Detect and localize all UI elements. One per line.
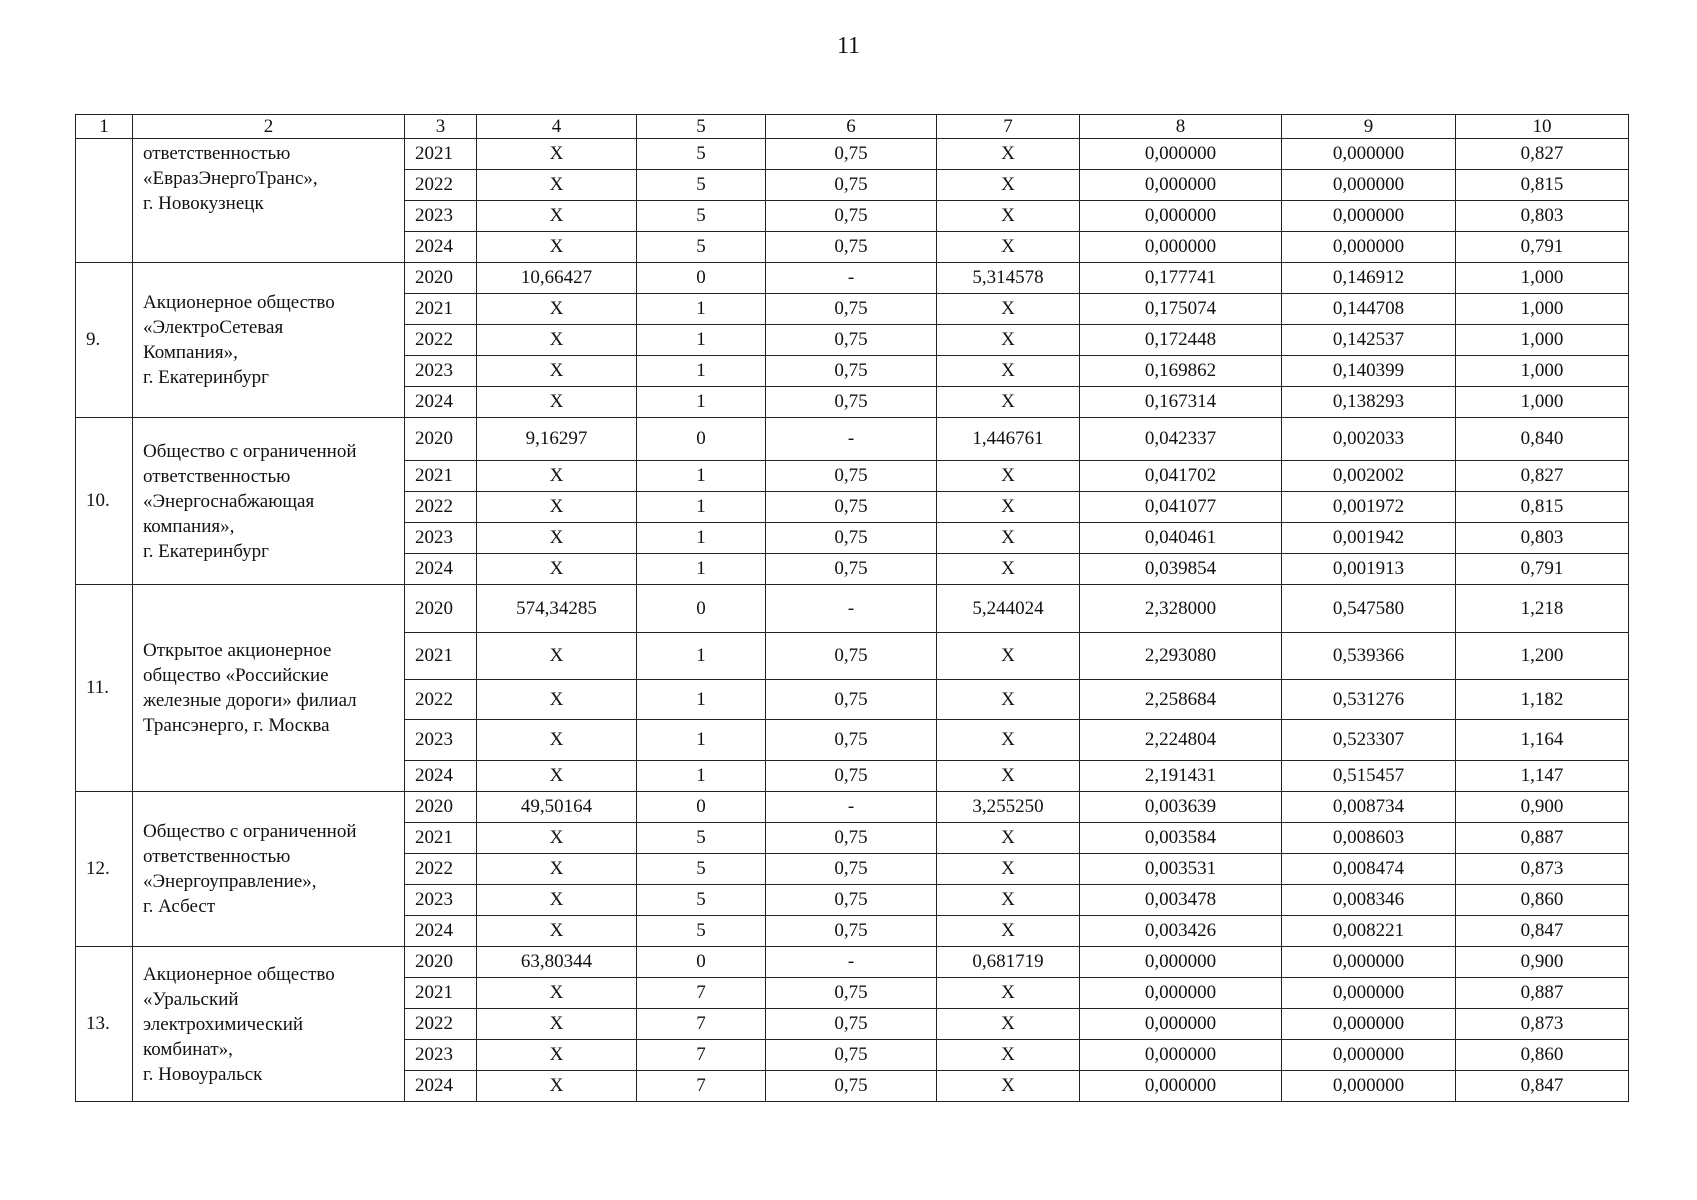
- year-cell: 2022: [405, 854, 477, 885]
- value-cell: 1,000: [1456, 356, 1629, 387]
- value-cell: 1: [637, 680, 766, 720]
- value-cell: 5: [637, 854, 766, 885]
- organization-name-cell: [133, 139, 405, 263]
- organization-name-line: Трансэнерго, г. Москва: [143, 715, 330, 736]
- value-cell: 1: [637, 633, 766, 680]
- year-cell: 2024: [405, 761, 477, 792]
- value-cell: 0,791: [1456, 554, 1629, 585]
- value-cell: 0,75: [766, 720, 937, 761]
- value-cell: 0,003426: [1080, 916, 1282, 947]
- value-cell: 0,000000: [1282, 1071, 1456, 1102]
- table-header-row: [76, 115, 1629, 139]
- value-cell: X: [937, 1071, 1080, 1102]
- value-cell: X: [937, 1040, 1080, 1071]
- value-cell: 5: [637, 170, 766, 201]
- row-number-cell: 12.: [76, 792, 133, 947]
- value-cell: 0,008346: [1282, 885, 1456, 916]
- value-cell: 0,169862: [1080, 356, 1282, 387]
- value-cell: 1: [637, 356, 766, 387]
- value-cell: 0,860: [1456, 1040, 1629, 1071]
- value-cell: X: [937, 1009, 1080, 1040]
- year-cell: 2020: [405, 585, 477, 633]
- organization-name-line: «Уральский: [143, 988, 239, 1010]
- value-cell: 0,75: [766, 201, 937, 232]
- value-cell: 5,244024: [937, 585, 1080, 633]
- table-row: [76, 792, 1629, 823]
- value-cell: 0,75: [766, 823, 937, 854]
- value-cell: X: [937, 823, 1080, 854]
- year-cell: 2022: [405, 170, 477, 201]
- value-cell: X: [477, 201, 637, 232]
- year-cell: 2020: [405, 792, 477, 823]
- value-cell: 7: [637, 1071, 766, 1102]
- organization-name-cell: [133, 418, 405, 585]
- value-cell: 0,791: [1456, 232, 1629, 263]
- year-cell: 2024: [405, 554, 477, 585]
- value-cell: 0,75: [766, 1071, 937, 1102]
- value-cell: 0,172448: [1080, 325, 1282, 356]
- value-cell: 0,000000: [1282, 1040, 1456, 1071]
- year-cell: 2023: [405, 720, 477, 761]
- value-cell: 63,80344: [477, 947, 637, 978]
- value-cell: -: [766, 792, 937, 823]
- value-cell: 0,827: [1456, 461, 1629, 492]
- row-number-cell: 13.: [76, 947, 133, 1102]
- value-cell: 0,002033: [1282, 418, 1456, 461]
- organization-name-cell: [133, 792, 405, 947]
- value-cell: 0,523307: [1282, 720, 1456, 761]
- value-cell: 0,75: [766, 554, 937, 585]
- value-cell: 0,860: [1456, 885, 1629, 916]
- value-cell: X: [477, 294, 637, 325]
- value-cell: 1,000: [1456, 325, 1629, 356]
- table-row: [76, 139, 1629, 170]
- value-cell: 0,531276: [1282, 680, 1456, 720]
- value-cell: X: [477, 461, 637, 492]
- value-cell: 0,847: [1456, 916, 1629, 947]
- organization-name-line: комбинат»,: [143, 1038, 233, 1060]
- column-header: 8: [1080, 115, 1282, 139]
- organization-name-line: г. Екатеринбург: [143, 540, 269, 562]
- value-cell: 0,75: [766, 885, 937, 916]
- value-cell: X: [937, 854, 1080, 885]
- row-number-cell: [76, 139, 133, 263]
- value-cell: X: [937, 885, 1080, 916]
- year-cell: 2021: [405, 823, 477, 854]
- value-cell: X: [937, 356, 1080, 387]
- value-cell: 5: [637, 823, 766, 854]
- value-cell: 0,000000: [1282, 1009, 1456, 1040]
- value-cell: 0,75: [766, 294, 937, 325]
- value-cell: 1: [637, 554, 766, 585]
- organization-name-line: ответственностью: [143, 846, 291, 867]
- value-cell: 0,827: [1456, 139, 1629, 170]
- value-cell: X: [937, 633, 1080, 680]
- value-cell: X: [477, 680, 637, 720]
- value-cell: 9,16297: [477, 418, 637, 461]
- value-cell: 1: [637, 387, 766, 418]
- column-header: 4: [477, 115, 637, 139]
- value-cell: 1,446761: [937, 418, 1080, 461]
- year-cell: 2022: [405, 680, 477, 720]
- value-cell: 49,50164: [477, 792, 637, 823]
- column-header: 3: [405, 115, 477, 139]
- value-cell: 0,144708: [1282, 294, 1456, 325]
- value-cell: -: [766, 418, 937, 461]
- organization-name-cell: [133, 263, 405, 418]
- value-cell: X: [477, 1071, 637, 1102]
- row-number-cell: 9.: [76, 263, 133, 418]
- value-cell: 0,873: [1456, 854, 1629, 885]
- data-table: [75, 114, 1629, 1102]
- value-cell: 7: [637, 1009, 766, 1040]
- value-cell: X: [937, 170, 1080, 201]
- year-cell: 2023: [405, 523, 477, 554]
- value-cell: 0,000000: [1080, 201, 1282, 232]
- value-cell: 0,75: [766, 139, 937, 170]
- value-cell: X: [477, 170, 637, 201]
- value-cell: 0,001972: [1282, 492, 1456, 523]
- column-header: 1: [76, 115, 133, 139]
- organization-name-line: г. Асбест: [143, 896, 216, 917]
- year-cell: 2020: [405, 947, 477, 978]
- year-cell: 2022: [405, 325, 477, 356]
- value-cell: X: [477, 633, 637, 680]
- organization-name-line: Общество с ограниченной: [143, 440, 357, 462]
- value-cell: X: [937, 294, 1080, 325]
- value-cell: X: [477, 492, 637, 523]
- value-cell: 2,224804: [1080, 720, 1282, 761]
- value-cell: X: [937, 492, 1080, 523]
- organization-name-line: Компания»,: [143, 342, 238, 363]
- row-number-cell: 11.: [76, 585, 133, 792]
- value-cell: X: [477, 720, 637, 761]
- year-cell: 2024: [405, 387, 477, 418]
- value-cell: 0: [637, 792, 766, 823]
- value-cell: 0: [637, 585, 766, 633]
- organization-name-line: г. Новоуральск: [143, 1063, 263, 1085]
- column-header: 2: [133, 115, 405, 139]
- value-cell: X: [937, 720, 1080, 761]
- value-cell: 0,803: [1456, 523, 1629, 554]
- value-cell: X: [937, 139, 1080, 170]
- value-cell: 0,040461: [1080, 523, 1282, 554]
- value-cell: 5: [637, 916, 766, 947]
- year-cell: 2020: [405, 263, 477, 294]
- value-cell: 1,200: [1456, 633, 1629, 680]
- value-cell: 0,000000: [1080, 232, 1282, 263]
- value-cell: X: [937, 325, 1080, 356]
- value-cell: X: [477, 1040, 637, 1071]
- organization-name-line: Открытое акционерное: [143, 640, 332, 661]
- value-cell: 1: [637, 761, 766, 792]
- organization-name-line: «ЭлектроСетевая: [143, 317, 284, 338]
- value-cell: 0,75: [766, 387, 937, 418]
- value-cell: 1: [637, 461, 766, 492]
- value-cell: X: [937, 201, 1080, 232]
- value-cell: 2,191431: [1080, 761, 1282, 792]
- year-cell: 2023: [405, 201, 477, 232]
- year-cell: 2023: [405, 1040, 477, 1071]
- value-cell: X: [477, 325, 637, 356]
- year-cell: 2024: [405, 916, 477, 947]
- row-number-cell: 10.: [76, 418, 133, 585]
- value-cell: 0,002002: [1282, 461, 1456, 492]
- page-number: 11: [836, 33, 861, 59]
- year-cell: 2020: [405, 418, 477, 461]
- value-cell: 0,167314: [1080, 387, 1282, 418]
- value-cell: 0,75: [766, 492, 937, 523]
- year-cell: 2021: [405, 978, 477, 1009]
- value-cell: 0,840: [1456, 418, 1629, 461]
- value-cell: 1,147: [1456, 761, 1629, 792]
- value-cell: X: [937, 978, 1080, 1009]
- value-cell: X: [477, 1009, 637, 1040]
- value-cell: 0,003478: [1080, 885, 1282, 916]
- value-cell: X: [937, 554, 1080, 585]
- value-cell: 0,75: [766, 356, 937, 387]
- organization-name-line: «ЕвразЭнергоТранс»,: [143, 168, 318, 189]
- organization-name-line: «Энергоснабжающая: [143, 490, 315, 512]
- value-cell: 0,887: [1456, 823, 1629, 854]
- value-cell: X: [477, 554, 637, 585]
- value-cell: 5: [637, 232, 766, 263]
- value-cell: 0,75: [766, 170, 937, 201]
- value-cell: X: [937, 680, 1080, 720]
- value-cell: 0,003531: [1080, 854, 1282, 885]
- year-cell: 2024: [405, 1071, 477, 1102]
- organization-name-line: железные дороги» филиал: [143, 690, 357, 711]
- year-cell: 2021: [405, 139, 477, 170]
- organization-name-line: Общество с ограниченной: [143, 821, 357, 842]
- value-cell: 0,75: [766, 1040, 937, 1071]
- table-row: [76, 947, 1629, 978]
- value-cell: 0,515457: [1282, 761, 1456, 792]
- value-cell: 0,008221: [1282, 916, 1456, 947]
- value-cell: 0: [637, 418, 766, 461]
- table-row: [76, 263, 1629, 294]
- value-cell: 3,255250: [937, 792, 1080, 823]
- value-cell: X: [477, 761, 637, 792]
- table-row: [76, 585, 1629, 633]
- value-cell: 0,873: [1456, 1009, 1629, 1040]
- value-cell: 0,039854: [1080, 554, 1282, 585]
- value-cell: 0,681719: [937, 947, 1080, 978]
- value-cell: 0,008734: [1282, 792, 1456, 823]
- value-cell: 0,000000: [1282, 201, 1456, 232]
- value-cell: 0,001942: [1282, 523, 1456, 554]
- value-cell: 0,138293: [1282, 387, 1456, 418]
- value-cell: 0,000000: [1282, 947, 1456, 978]
- value-cell: 1,218: [1456, 585, 1629, 633]
- year-cell: 2022: [405, 1009, 477, 1040]
- value-cell: -: [766, 263, 937, 294]
- year-cell: 2024: [405, 232, 477, 263]
- value-cell: 0,75: [766, 854, 937, 885]
- value-cell: 0,177741: [1080, 263, 1282, 294]
- value-cell: 5: [637, 201, 766, 232]
- column-header: 10: [1456, 115, 1629, 139]
- value-cell: 0,000000: [1080, 1040, 1282, 1071]
- organization-name-line: электрохимический: [143, 1013, 304, 1035]
- value-cell: 5: [637, 139, 766, 170]
- column-header: 6: [766, 115, 937, 139]
- organization-name-line: ответственностью: [143, 143, 291, 164]
- organization-name-cell: [133, 585, 405, 792]
- value-cell: 1: [637, 294, 766, 325]
- organization-name-cell: [133, 947, 405, 1102]
- value-cell: X: [937, 916, 1080, 947]
- value-cell: 0,900: [1456, 792, 1629, 823]
- value-cell: 0,000000: [1282, 170, 1456, 201]
- value-cell: 0,175074: [1080, 294, 1282, 325]
- value-cell: X: [477, 823, 637, 854]
- value-cell: X: [477, 523, 637, 554]
- organization-name-line: Акционерное общество: [143, 292, 335, 313]
- value-cell: 0,75: [766, 916, 937, 947]
- value-cell: 5: [637, 885, 766, 916]
- value-cell: 0,75: [766, 633, 937, 680]
- year-cell: 2021: [405, 294, 477, 325]
- value-cell: X: [477, 356, 637, 387]
- organization-name-line: общество «Российские: [143, 665, 329, 686]
- value-cell: 0,887: [1456, 978, 1629, 1009]
- value-cell: X: [937, 387, 1080, 418]
- value-cell: 0,000000: [1282, 232, 1456, 263]
- value-cell: 1,000: [1456, 387, 1629, 418]
- value-cell: 0,042337: [1080, 418, 1282, 461]
- value-cell: 7: [637, 978, 766, 1009]
- value-cell: 0,539366: [1282, 633, 1456, 680]
- value-cell: X: [937, 761, 1080, 792]
- value-cell: 0,146912: [1282, 263, 1456, 294]
- value-cell: X: [477, 854, 637, 885]
- value-cell: 0,815: [1456, 492, 1629, 523]
- value-cell: X: [937, 232, 1080, 263]
- value-cell: 1,164: [1456, 720, 1629, 761]
- value-cell: 0,75: [766, 461, 937, 492]
- value-cell: 0,008603: [1282, 823, 1456, 854]
- value-cell: -: [766, 947, 937, 978]
- value-cell: 0,75: [766, 1009, 937, 1040]
- value-cell: X: [477, 978, 637, 1009]
- value-cell: 0: [637, 947, 766, 978]
- value-cell: 0,000000: [1080, 947, 1282, 978]
- organization-name-line: Акционерное общество: [143, 963, 335, 985]
- organization-name-line: г. Новокузнецк: [143, 193, 264, 214]
- value-cell: 0,003639: [1080, 792, 1282, 823]
- value-cell: 0,803: [1456, 201, 1629, 232]
- column-header: 9: [1282, 115, 1456, 139]
- column-header: 5: [637, 115, 766, 139]
- value-cell: 0,900: [1456, 947, 1629, 978]
- value-cell: X: [477, 139, 637, 170]
- value-cell: 0,000000: [1080, 139, 1282, 170]
- value-cell: X: [937, 461, 1080, 492]
- value-cell: -: [766, 585, 937, 633]
- value-cell: X: [477, 232, 637, 263]
- value-cell: 0,815: [1456, 170, 1629, 201]
- organization-name-line: «Энергоуправление»,: [143, 871, 317, 892]
- value-cell: 1: [637, 492, 766, 523]
- organization-name-line: компания»,: [143, 515, 235, 537]
- value-cell: 1: [637, 325, 766, 356]
- value-cell: 0,000000: [1282, 139, 1456, 170]
- organization-name-line: ответственностью: [143, 465, 291, 487]
- value-cell: X: [937, 523, 1080, 554]
- value-cell: X: [477, 387, 637, 418]
- value-cell: 1: [637, 523, 766, 554]
- value-cell: 1: [637, 720, 766, 761]
- value-cell: 0,140399: [1282, 356, 1456, 387]
- value-cell: 5,314578: [937, 263, 1080, 294]
- value-cell: 2,258684: [1080, 680, 1282, 720]
- value-cell: 0,000000: [1080, 1009, 1282, 1040]
- value-cell: 0,847: [1456, 1071, 1629, 1102]
- value-cell: 0,000000: [1080, 1071, 1282, 1102]
- year-cell: 2023: [405, 356, 477, 387]
- value-cell: X: [477, 885, 637, 916]
- value-cell: 0,75: [766, 523, 937, 554]
- value-cell: 574,34285: [477, 585, 637, 633]
- value-cell: 0,75: [766, 325, 937, 356]
- organization-name-line: г. Екатеринбург: [143, 367, 269, 388]
- value-cell: 1,182: [1456, 680, 1629, 720]
- value-cell: 0,000000: [1282, 978, 1456, 1009]
- value-cell: 1,000: [1456, 263, 1629, 294]
- year-cell: 2022: [405, 492, 477, 523]
- value-cell: 0,75: [766, 761, 937, 792]
- table-row: [76, 418, 1629, 461]
- value-cell: 0,000000: [1080, 978, 1282, 1009]
- value-cell: 0,008474: [1282, 854, 1456, 885]
- value-cell: 0,75: [766, 978, 937, 1009]
- value-cell: 0,000000: [1080, 170, 1282, 201]
- value-cell: 2,328000: [1080, 585, 1282, 633]
- value-cell: 0,003584: [1080, 823, 1282, 854]
- value-cell: 0,75: [766, 680, 937, 720]
- value-cell: 0,001913: [1282, 554, 1456, 585]
- value-cell: 0,547580: [1282, 585, 1456, 633]
- table-body: [76, 115, 1629, 1102]
- year-cell: 2023: [405, 885, 477, 916]
- value-cell: 10,66427: [477, 263, 637, 294]
- year-cell: 2021: [405, 461, 477, 492]
- value-cell: 0,142537: [1282, 325, 1456, 356]
- year-cell: 2021: [405, 633, 477, 680]
- value-cell: 1,000: [1456, 294, 1629, 325]
- value-cell: 7: [637, 1040, 766, 1071]
- value-cell: 0,041077: [1080, 492, 1282, 523]
- value-cell: 0,041702: [1080, 461, 1282, 492]
- value-cell: 0,75: [766, 232, 937, 263]
- column-header: 7: [937, 115, 1080, 139]
- value-cell: 2,293080: [1080, 633, 1282, 680]
- value-cell: 0: [637, 263, 766, 294]
- value-cell: X: [477, 916, 637, 947]
